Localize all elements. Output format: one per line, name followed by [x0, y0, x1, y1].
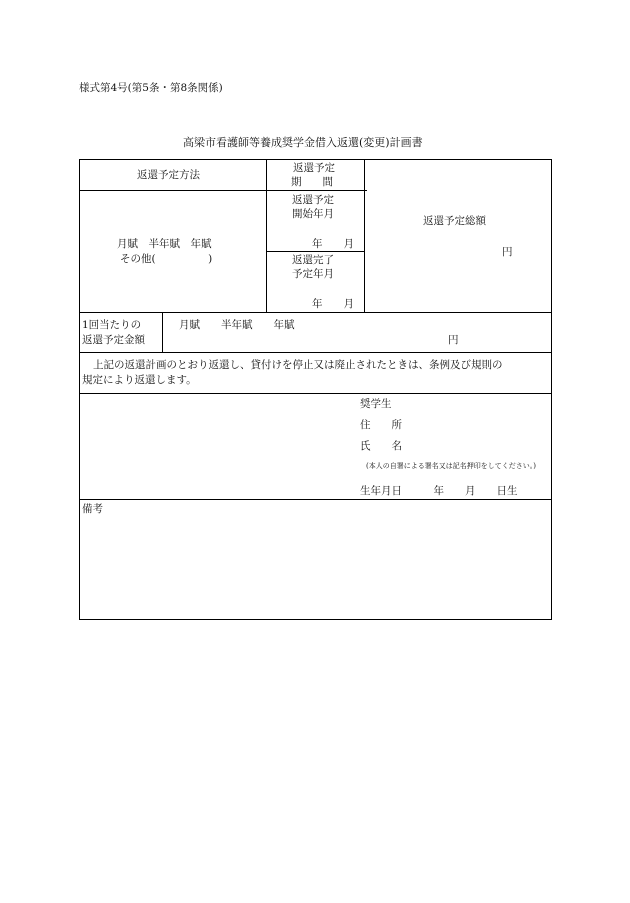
statement-line2: 規定により返還します。	[82, 374, 197, 386]
method-other: その他( )	[120, 253, 213, 265]
table-bottom-border	[79, 619, 552, 620]
form-title: 高梁市看護師等養成奨学金借入返還(変更)計画書	[183, 136, 423, 149]
end-label-line2: 予定年月	[292, 268, 334, 280]
per-payment-unit: 円	[448, 334, 459, 346]
per-payment-label-line2: 返還予定金額	[82, 334, 145, 346]
form-number: 様式第4号(第5条・第8条関係)	[79, 82, 223, 94]
period-header-line1: 返還予定	[293, 162, 335, 174]
signature-note: (本人の自署による署名又は記名押印をしてください。)	[366, 462, 536, 470]
divider-period-total	[364, 159, 365, 312]
period-header-line2: 期 間	[291, 176, 333, 188]
start-label-line1: 返還予定	[292, 194, 334, 206]
header-row-line	[79, 190, 367, 191]
per-payment-divider	[162, 312, 163, 352]
per-payment-label-line1: 1回当たりの	[82, 319, 142, 331]
table-right-border	[551, 159, 552, 620]
method-header: 返還予定方法	[137, 169, 200, 181]
per-payment-options: 月賦 半年賦 年賦	[179, 319, 295, 331]
total-unit: 円	[502, 246, 513, 258]
birth-date-label: 生年月日 年 月 日生	[360, 485, 518, 497]
start-end-divider	[266, 251, 365, 252]
start-label-line2: 開始年月	[292, 208, 334, 220]
end-year-month: 年 月	[312, 298, 354, 310]
statement-line1: 上記の返還計画のとおり返還し、貸付けを停止又は廃止されたときは、条例及び規則の	[93, 359, 503, 371]
total-label: 返還予定総額	[423, 215, 486, 227]
student-label: 奨学生	[360, 398, 392, 410]
end-label-line1: 返還完了	[292, 254, 334, 266]
address-label: 住 所	[360, 419, 402, 431]
start-year-month: 年 月	[312, 238, 354, 250]
upper-section-bottom	[79, 312, 552, 313]
table-top-border	[79, 159, 552, 160]
name-label: 氏 名	[360, 440, 402, 452]
statement-bottom	[79, 393, 552, 394]
remarks-label: 備考	[82, 503, 103, 515]
signature-bottom	[79, 499, 552, 500]
divider-method-period	[266, 159, 267, 312]
per-payment-bottom	[79, 352, 552, 353]
method-options: 月賦 半年賦 年賦	[117, 238, 212, 250]
table-left-border	[79, 159, 80, 620]
